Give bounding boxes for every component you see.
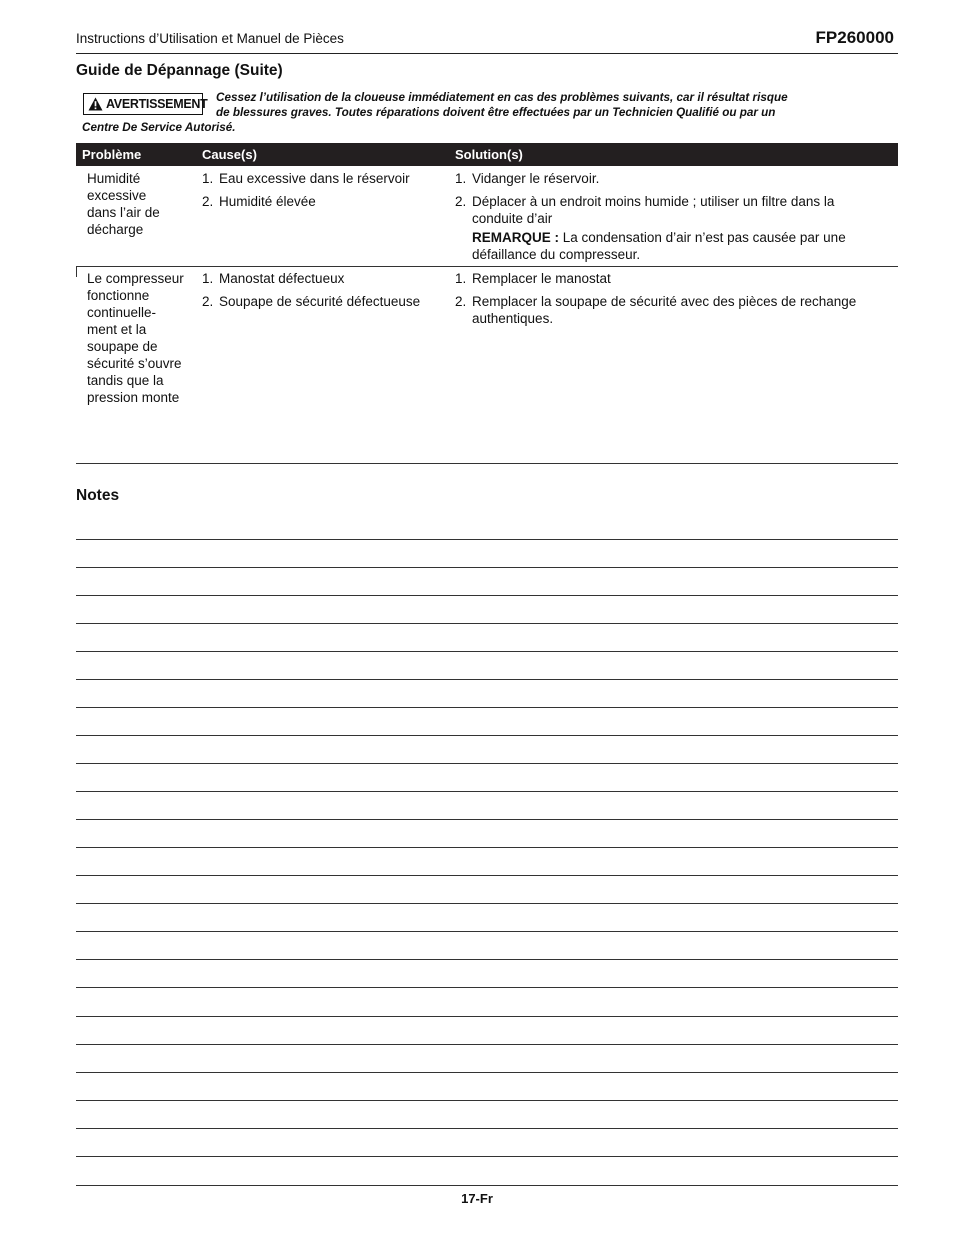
note-line	[76, 959, 898, 960]
table-header	[76, 143, 898, 166]
list-item: 1. Manostat défectueux	[202, 271, 345, 286]
note-label: REMARQUE :	[472, 230, 559, 245]
section-title: Guide de Dépannage (Suite)	[76, 62, 283, 79]
column-header-problem: Problème	[82, 147, 142, 162]
note-line	[76, 847, 898, 848]
notes-title: Notes	[76, 487, 120, 504]
column-header-causes: Cause(s)	[202, 147, 257, 162]
note-line	[76, 1016, 898, 1017]
note-line	[76, 735, 898, 736]
note-line	[76, 1100, 898, 1101]
causes-cell	[202, 270, 447, 316]
page-number: 17-Fr	[461, 1191, 493, 1206]
note-line	[76, 931, 898, 932]
warning-badge	[83, 93, 208, 115]
list-item: 1. Vidanger le réservoir.	[455, 171, 600, 186]
row-divider	[76, 266, 898, 267]
row-divider-tick	[76, 266, 77, 277]
column-header-solutions: Solution(s)	[455, 147, 523, 162]
note-line	[76, 987, 898, 988]
note-line	[76, 1156, 898, 1157]
list-item: 1. Eau excessive dans le réservoir	[202, 171, 410, 186]
list-item: 2. Déplacer à un endroit moins humide ; utiliser un filtre dans la conduite d’air	[455, 194, 835, 226]
footer-rule	[76, 1185, 898, 1186]
document-title: Instructions d’Utilisation et Manuel de Pièces	[76, 31, 344, 46]
note-line	[76, 595, 898, 596]
warning-text-line: Centre De Service Autorisé.	[82, 121, 236, 134]
list-item: 2. Humidité élevée	[202, 194, 316, 209]
list-item: 1. Remplacer le manostat	[455, 271, 611, 286]
note-line	[76, 651, 898, 652]
warning-text-line: Cessez l’utilisation de la cloueuse immédiatement en cas des problèmes suivants, car il résultat risque	[216, 91, 788, 104]
warning-triangle-icon	[88, 97, 103, 111]
note-line	[76, 1072, 898, 1073]
note-line	[76, 539, 898, 540]
solutions-cell	[455, 270, 880, 333]
note-line	[76, 623, 898, 624]
note-line	[76, 679, 898, 680]
header-rule	[76, 53, 898, 54]
warning-badge-label: AVERTISSEMENT	[106, 97, 208, 111]
note-line	[76, 819, 898, 820]
warning-text	[216, 90, 886, 120]
note-line	[76, 875, 898, 876]
causes-cell	[202, 170, 447, 216]
note-line	[76, 763, 898, 764]
solutions-cell	[455, 170, 880, 263]
list-item: 2. Remplacer la soupape de sécurité avec des pièces de rechange authentiques.	[455, 294, 857, 326]
warning-text-line: de blessures graves. Toutes réparations doivent être effectuées par un Technicien Qualifié ou par un	[216, 106, 776, 119]
model-number: FP260000	[815, 28, 894, 47]
note-line	[76, 707, 898, 708]
problem-cell: Humidité excessive dans l’air de décharge	[87, 171, 160, 237]
list-item: 2. Soupape de sécurité défectueuse	[202, 294, 421, 309]
note-line	[76, 1044, 898, 1045]
note-line	[76, 1128, 898, 1129]
note-line	[76, 791, 898, 792]
note-text: REMARQUE : La condensation d’air n’est pas causée par une défaillance du compresseur.	[472, 230, 846, 262]
problem-cell: Le compresseur fonctionne continuelle- ment et la soupape de sécurité s’ouvre tandis que la pression monte	[87, 271, 184, 405]
note-line	[76, 903, 898, 904]
note-line	[76, 567, 898, 568]
table-bottom-rule	[76, 463, 898, 464]
